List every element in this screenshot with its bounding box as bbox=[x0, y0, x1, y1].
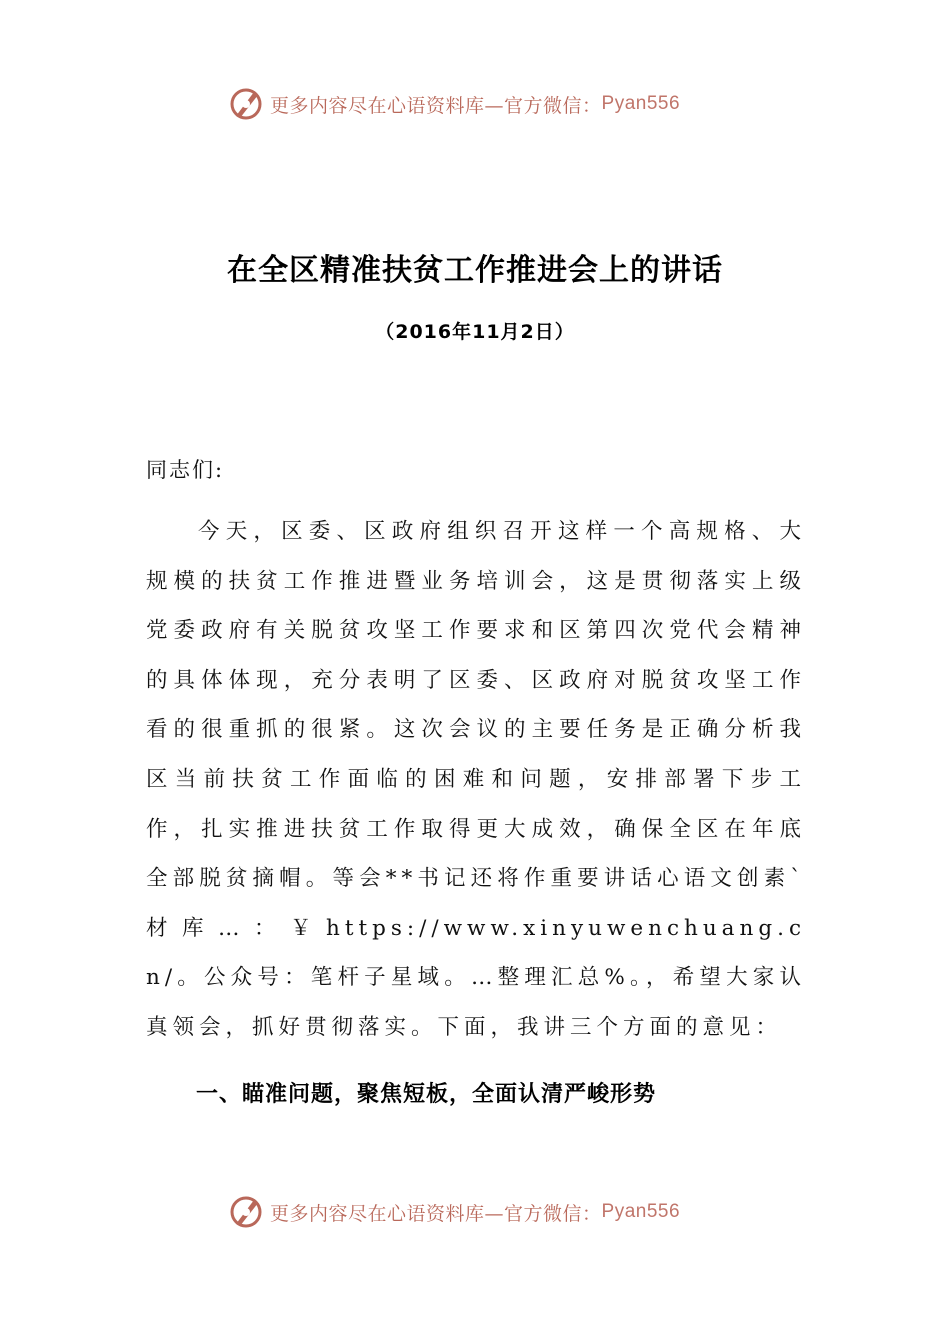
watermark-text: 更多内容尽在心语资料库—官方微信： bbox=[270, 94, 602, 117]
watermark-footer bbox=[228, 1190, 680, 1234]
pen-circle-logo-icon bbox=[228, 86, 264, 122]
section-heading: 一、瞄准问题，聚焦短板，全面认清严峻形势 bbox=[196, 1082, 657, 1107]
pen-circle-logo-icon bbox=[228, 1194, 264, 1230]
salutation: 同志们: bbox=[146, 458, 225, 482]
watermark-id: Pyan556 bbox=[601, 93, 681, 114]
watermark-header bbox=[228, 82, 680, 126]
watermark-text: 更多内容尽在心语资料库—官方微信： bbox=[270, 1202, 602, 1225]
document-title: 在全区精准扶贫工作推进会上的讲话 bbox=[227, 253, 723, 288]
body-paragraph: 今天，区委、区政府组织召开这样一个高规格、大规模的扶贫工作推进暨业务培训会，这是贯彻落实上级党委政府有关脱贫攻坚工作要求和区第四次党代会精神的具体体现，充分表明了区委、区政府对脱贫攻坚工作看的很重抓的很紧。这次会议的主要任务是正确分析我区当前扶贫工作面临的困难和问题，安排部署下步工作，扎实推进扶贫工作取得更大成效，确保全区在年底全部脱贫摘帽。等会**书记还将作重要讲话心语文创素`材库…：￥https://www.xinyuwenchuang.cn/。公众号：笔杆子星域。…整理汇总%。，希望大家认真领会，抓好贯彻落实。下面，我讲三个方面的意见： bbox=[146, 519, 806, 1040]
watermark-id: Pyan556 bbox=[601, 1201, 681, 1222]
document-date: （2016年11月2日） bbox=[375, 321, 575, 343]
